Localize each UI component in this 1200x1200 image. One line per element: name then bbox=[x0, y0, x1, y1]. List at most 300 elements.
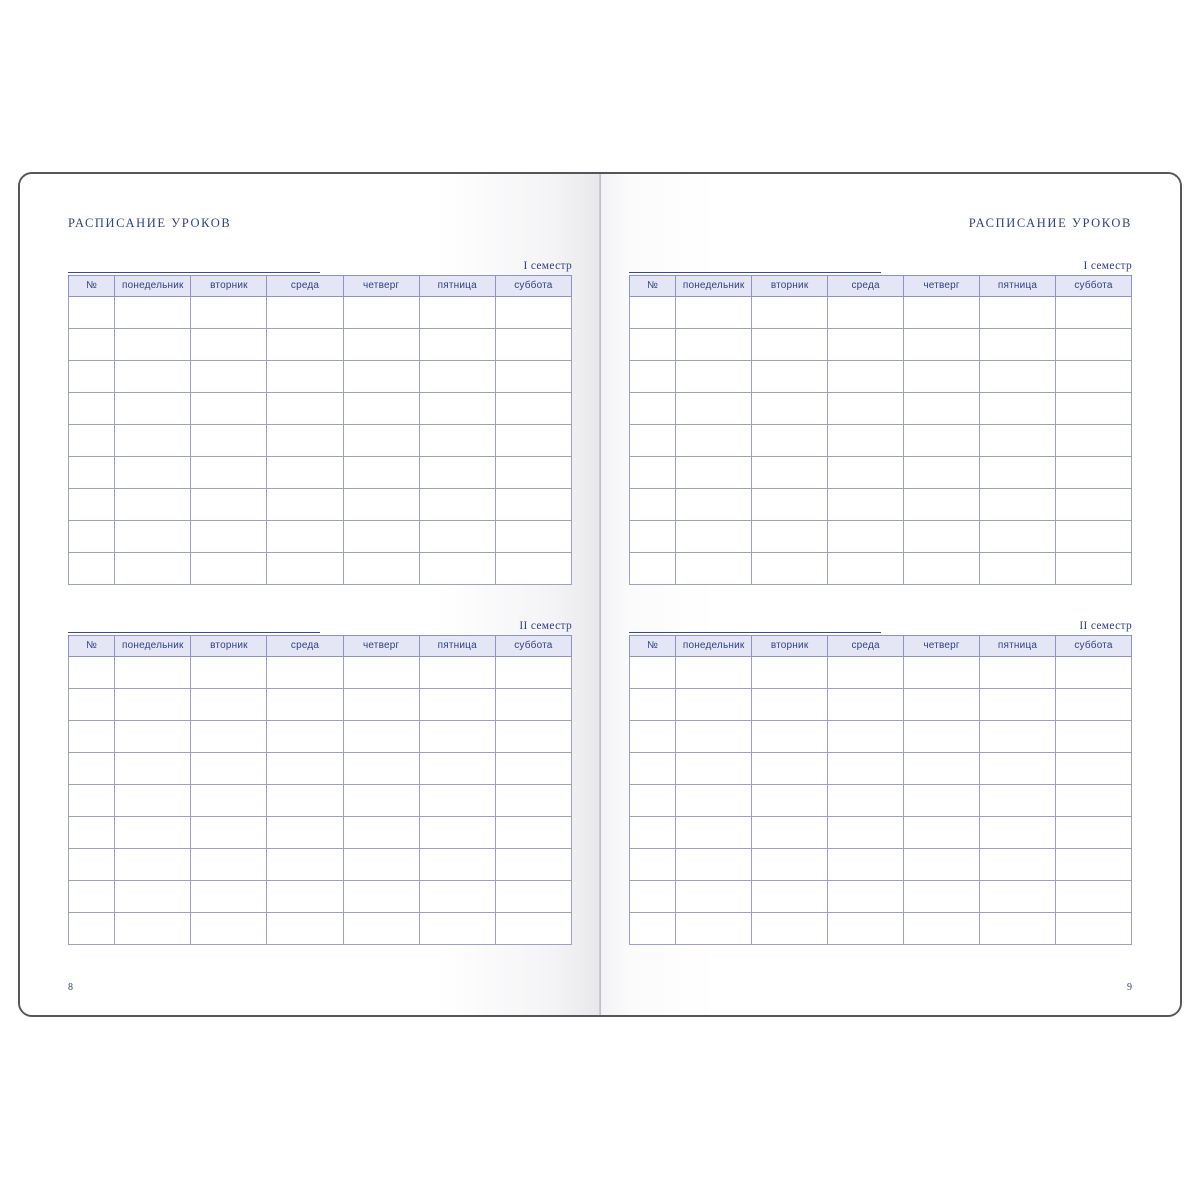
cell-friday[interactable] bbox=[419, 425, 495, 457]
cell-thursday[interactable] bbox=[343, 361, 419, 393]
cell-number[interactable] bbox=[630, 817, 676, 849]
cell-friday[interactable] bbox=[980, 457, 1056, 489]
cell-wednesday[interactable] bbox=[267, 785, 343, 817]
cell-saturday[interactable] bbox=[495, 297, 571, 329]
cell-tuesday[interactable] bbox=[752, 457, 828, 489]
cell-thursday[interactable] bbox=[343, 785, 419, 817]
cell-tuesday[interactable] bbox=[752, 361, 828, 393]
cell-monday[interactable] bbox=[676, 849, 752, 881]
cell-monday[interactable] bbox=[676, 753, 752, 785]
cell-thursday[interactable] bbox=[904, 657, 980, 689]
table-row bbox=[69, 849, 572, 881]
cell-number[interactable] bbox=[69, 817, 115, 849]
cell-tuesday[interactable] bbox=[752, 489, 828, 521]
cell-thursday[interactable] bbox=[343, 913, 419, 945]
cell-thursday[interactable] bbox=[904, 689, 980, 721]
cell-saturday[interactable] bbox=[1056, 297, 1132, 329]
cell-wednesday[interactable] bbox=[828, 393, 904, 425]
cell-saturday[interactable] bbox=[495, 425, 571, 457]
cell-saturday[interactable] bbox=[1056, 785, 1132, 817]
column-header-friday: пятница bbox=[980, 636, 1056, 657]
cell-tuesday[interactable] bbox=[191, 721, 267, 753]
cell-thursday[interactable] bbox=[343, 329, 419, 361]
cell-thursday[interactable] bbox=[904, 849, 980, 881]
cell-number[interactable] bbox=[630, 297, 676, 329]
semester-label: II семестр bbox=[1079, 620, 1132, 632]
cell-wednesday[interactable] bbox=[828, 817, 904, 849]
cell-monday[interactable] bbox=[115, 425, 191, 457]
cell-friday[interactable] bbox=[419, 881, 495, 913]
cell-monday[interactable] bbox=[676, 521, 752, 553]
cell-saturday[interactable] bbox=[1056, 521, 1132, 553]
cell-wednesday[interactable] bbox=[267, 753, 343, 785]
cell-number[interactable] bbox=[630, 721, 676, 753]
cell-wednesday[interactable] bbox=[267, 817, 343, 849]
cell-saturday[interactable] bbox=[495, 913, 571, 945]
cell-wednesday[interactable] bbox=[828, 489, 904, 521]
table-row bbox=[69, 521, 572, 553]
cell-monday[interactable] bbox=[115, 689, 191, 721]
cell-thursday[interactable] bbox=[343, 393, 419, 425]
cell-thursday[interactable] bbox=[904, 721, 980, 753]
cell-saturday[interactable] bbox=[495, 329, 571, 361]
cell-number[interactable] bbox=[69, 849, 115, 881]
cell-number[interactable] bbox=[630, 361, 676, 393]
column-header-tuesday: вторник bbox=[752, 276, 828, 297]
column-header-friday: пятница bbox=[419, 276, 495, 297]
cell-wednesday[interactable] bbox=[267, 657, 343, 689]
cell-monday[interactable] bbox=[676, 329, 752, 361]
cell-number[interactable] bbox=[630, 849, 676, 881]
cell-friday[interactable] bbox=[980, 489, 1056, 521]
cell-friday[interactable] bbox=[980, 425, 1056, 457]
cell-tuesday[interactable] bbox=[191, 329, 267, 361]
cell-thursday[interactable] bbox=[343, 753, 419, 785]
cell-tuesday[interactable] bbox=[191, 817, 267, 849]
cell-monday[interactable] bbox=[676, 425, 752, 457]
column-header-monday: понедельник bbox=[115, 636, 191, 657]
cell-monday[interactable] bbox=[115, 881, 191, 913]
cell-monday[interactable] bbox=[676, 913, 752, 945]
cell-thursday[interactable] bbox=[343, 457, 419, 489]
cell-wednesday[interactable] bbox=[267, 425, 343, 457]
cell-friday[interactable] bbox=[419, 553, 495, 585]
cell-friday[interactable] bbox=[419, 689, 495, 721]
cell-saturday[interactable] bbox=[495, 881, 571, 913]
cell-thursday[interactable] bbox=[343, 849, 419, 881]
cell-tuesday[interactable] bbox=[752, 657, 828, 689]
cell-friday[interactable] bbox=[980, 785, 1056, 817]
cell-tuesday[interactable] bbox=[752, 689, 828, 721]
semester-label: II семестр bbox=[519, 620, 572, 632]
cell-thursday[interactable] bbox=[904, 489, 980, 521]
cell-thursday[interactable] bbox=[904, 329, 980, 361]
cell-friday[interactable] bbox=[419, 393, 495, 425]
cell-tuesday[interactable] bbox=[191, 361, 267, 393]
cell-tuesday[interactable] bbox=[191, 849, 267, 881]
cell-monday[interactable] bbox=[115, 657, 191, 689]
cell-friday[interactable] bbox=[980, 329, 1056, 361]
cell-number[interactable] bbox=[69, 881, 115, 913]
cell-number[interactable] bbox=[630, 329, 676, 361]
table-row bbox=[630, 817, 1132, 849]
table-row bbox=[630, 425, 1132, 457]
cell-tuesday[interactable] bbox=[752, 393, 828, 425]
cell-saturday[interactable] bbox=[1056, 553, 1132, 585]
cell-friday[interactable] bbox=[980, 817, 1056, 849]
cell-saturday[interactable] bbox=[495, 489, 571, 521]
cell-monday[interactable] bbox=[676, 657, 752, 689]
cell-number[interactable] bbox=[630, 657, 676, 689]
cell-monday[interactable] bbox=[676, 361, 752, 393]
cell-saturday[interactable] bbox=[1056, 881, 1132, 913]
cell-tuesday[interactable] bbox=[752, 553, 828, 585]
table-row bbox=[69, 721, 572, 753]
cell-thursday[interactable] bbox=[904, 913, 980, 945]
schedule-table-right-2 bbox=[629, 635, 1132, 945]
cell-saturday[interactable] bbox=[495, 785, 571, 817]
cell-tuesday[interactable] bbox=[191, 521, 267, 553]
schedule-block-left-semester-1 bbox=[68, 251, 572, 585]
cell-wednesday[interactable] bbox=[828, 521, 904, 553]
cell-tuesday[interactable] bbox=[191, 913, 267, 945]
cell-friday[interactable] bbox=[980, 753, 1056, 785]
cell-thursday[interactable] bbox=[904, 817, 980, 849]
cell-tuesday[interactable] bbox=[191, 689, 267, 721]
cell-wednesday[interactable] bbox=[267, 881, 343, 913]
schedule-table-left-1 bbox=[68, 275, 572, 585]
cell-number[interactable] bbox=[630, 521, 676, 553]
semester-label: I семестр bbox=[523, 260, 572, 272]
cell-friday[interactable] bbox=[419, 489, 495, 521]
write-in-rule[interactable] bbox=[68, 618, 320, 633]
cell-number[interactable] bbox=[69, 297, 115, 329]
cell-thursday[interactable] bbox=[343, 657, 419, 689]
cell-friday[interactable] bbox=[980, 849, 1056, 881]
cell-tuesday[interactable] bbox=[752, 817, 828, 849]
cell-saturday[interactable] bbox=[1056, 361, 1132, 393]
write-in-rule[interactable] bbox=[629, 618, 881, 633]
table-row bbox=[630, 721, 1132, 753]
table-row bbox=[630, 361, 1132, 393]
cell-saturday[interactable] bbox=[495, 393, 571, 425]
column-header-tuesday: вторник bbox=[752, 636, 828, 657]
cell-saturday[interactable] bbox=[495, 849, 571, 881]
cell-wednesday[interactable] bbox=[267, 553, 343, 585]
cell-monday[interactable] bbox=[115, 521, 191, 553]
table-row bbox=[69, 881, 572, 913]
cell-saturday[interactable] bbox=[495, 721, 571, 753]
cell-tuesday[interactable] bbox=[191, 297, 267, 329]
cell-number[interactable] bbox=[630, 913, 676, 945]
cell-number[interactable] bbox=[69, 329, 115, 361]
column-header-wednesday: среда bbox=[828, 276, 904, 297]
cell-saturday[interactable] bbox=[495, 817, 571, 849]
column-header-monday: понедельник bbox=[115, 276, 191, 297]
cell-wednesday[interactable] bbox=[828, 753, 904, 785]
cell-tuesday[interactable] bbox=[752, 297, 828, 329]
cell-monday[interactable] bbox=[115, 721, 191, 753]
left-page bbox=[20, 174, 600, 1015]
cell-wednesday[interactable] bbox=[828, 913, 904, 945]
semester-header-left-1 bbox=[68, 251, 572, 273]
cell-thursday[interactable] bbox=[904, 753, 980, 785]
cell-monday[interactable] bbox=[676, 457, 752, 489]
cell-thursday[interactable] bbox=[904, 881, 980, 913]
cell-monday[interactable] bbox=[115, 849, 191, 881]
table-row bbox=[630, 657, 1132, 689]
table-row bbox=[630, 881, 1132, 913]
table-header-row bbox=[630, 636, 1132, 657]
cell-friday[interactable] bbox=[419, 721, 495, 753]
table-row bbox=[69, 913, 572, 945]
cell-number[interactable] bbox=[69, 521, 115, 553]
cell-number[interactable] bbox=[69, 689, 115, 721]
cell-wednesday[interactable] bbox=[267, 329, 343, 361]
semester-header-left-2 bbox=[68, 611, 572, 633]
column-header-thursday: четверг bbox=[343, 276, 419, 297]
cell-number[interactable] bbox=[630, 689, 676, 721]
cell-tuesday[interactable] bbox=[191, 489, 267, 521]
cell-number[interactable] bbox=[630, 393, 676, 425]
table-row bbox=[69, 553, 572, 585]
cell-saturday[interactable] bbox=[1056, 753, 1132, 785]
cell-monday[interactable] bbox=[115, 297, 191, 329]
write-in-rule[interactable] bbox=[629, 258, 881, 273]
cell-monday[interactable] bbox=[676, 489, 752, 521]
cell-monday[interactable] bbox=[115, 785, 191, 817]
cell-thursday[interactable] bbox=[343, 521, 419, 553]
cell-thursday[interactable] bbox=[904, 785, 980, 817]
cell-number[interactable] bbox=[69, 425, 115, 457]
cell-thursday[interactable] bbox=[343, 689, 419, 721]
cell-thursday[interactable] bbox=[904, 393, 980, 425]
cell-saturday[interactable] bbox=[495, 657, 571, 689]
cell-friday[interactable] bbox=[980, 297, 1056, 329]
cell-friday[interactable] bbox=[980, 913, 1056, 945]
cell-monday[interactable] bbox=[115, 393, 191, 425]
cell-tuesday[interactable] bbox=[752, 913, 828, 945]
cell-thursday[interactable] bbox=[343, 297, 419, 329]
cell-wednesday[interactable] bbox=[828, 297, 904, 329]
cell-number[interactable] bbox=[630, 489, 676, 521]
cell-friday[interactable] bbox=[419, 785, 495, 817]
cell-thursday[interactable] bbox=[904, 521, 980, 553]
cell-tuesday[interactable] bbox=[752, 881, 828, 913]
cell-wednesday[interactable] bbox=[267, 689, 343, 721]
cell-saturday[interactable] bbox=[1056, 393, 1132, 425]
cell-wednesday[interactable] bbox=[828, 457, 904, 489]
cell-monday[interactable] bbox=[676, 689, 752, 721]
cell-tuesday[interactable] bbox=[191, 753, 267, 785]
cell-thursday[interactable] bbox=[904, 361, 980, 393]
cell-friday[interactable] bbox=[419, 753, 495, 785]
table-row bbox=[69, 457, 572, 489]
cell-number[interactable] bbox=[69, 657, 115, 689]
cell-monday[interactable] bbox=[676, 553, 752, 585]
cell-wednesday[interactable] bbox=[267, 489, 343, 521]
cell-tuesday[interactable] bbox=[752, 849, 828, 881]
cell-wednesday[interactable] bbox=[828, 689, 904, 721]
cell-wednesday[interactable] bbox=[828, 657, 904, 689]
cell-monday[interactable] bbox=[115, 361, 191, 393]
cell-friday[interactable] bbox=[980, 721, 1056, 753]
table-row bbox=[69, 817, 572, 849]
table-row bbox=[630, 297, 1132, 329]
cell-saturday[interactable] bbox=[1056, 913, 1132, 945]
cell-wednesday[interactable] bbox=[828, 881, 904, 913]
cell-friday[interactable] bbox=[980, 393, 1056, 425]
cell-thursday[interactable] bbox=[343, 881, 419, 913]
cell-monday[interactable] bbox=[676, 785, 752, 817]
cell-thursday[interactable] bbox=[343, 817, 419, 849]
cell-thursday[interactable] bbox=[343, 425, 419, 457]
cell-tuesday[interactable] bbox=[191, 881, 267, 913]
cell-number[interactable] bbox=[69, 457, 115, 489]
table-row bbox=[630, 689, 1132, 721]
cell-friday[interactable] bbox=[419, 849, 495, 881]
cell-number[interactable] bbox=[630, 553, 676, 585]
cell-friday[interactable] bbox=[419, 521, 495, 553]
cell-friday[interactable] bbox=[980, 881, 1056, 913]
write-in-rule[interactable] bbox=[68, 258, 320, 273]
cell-tuesday[interactable] bbox=[752, 753, 828, 785]
cell-monday[interactable] bbox=[115, 913, 191, 945]
table-row bbox=[630, 329, 1132, 361]
cell-friday[interactable] bbox=[419, 817, 495, 849]
cell-friday[interactable] bbox=[419, 913, 495, 945]
table-row bbox=[69, 489, 572, 521]
cell-tuesday[interactable] bbox=[191, 425, 267, 457]
cell-friday[interactable] bbox=[980, 657, 1056, 689]
cell-wednesday[interactable] bbox=[828, 849, 904, 881]
cell-saturday[interactable] bbox=[1056, 721, 1132, 753]
cell-wednesday[interactable] bbox=[267, 521, 343, 553]
cell-number[interactable] bbox=[69, 553, 115, 585]
cell-saturday[interactable] bbox=[495, 553, 571, 585]
table-row bbox=[69, 425, 572, 457]
cell-saturday[interactable] bbox=[495, 689, 571, 721]
cell-number[interactable] bbox=[69, 913, 115, 945]
cell-wednesday[interactable] bbox=[828, 329, 904, 361]
cell-wednesday[interactable] bbox=[828, 361, 904, 393]
cell-wednesday[interactable] bbox=[267, 361, 343, 393]
cell-friday[interactable] bbox=[419, 297, 495, 329]
cell-number[interactable] bbox=[69, 393, 115, 425]
cell-friday[interactable] bbox=[980, 689, 1056, 721]
cell-friday[interactable] bbox=[419, 457, 495, 489]
cell-monday[interactable] bbox=[115, 553, 191, 585]
cell-saturday[interactable] bbox=[1056, 817, 1132, 849]
cell-saturday[interactable] bbox=[495, 361, 571, 393]
cell-thursday[interactable] bbox=[343, 553, 419, 585]
cell-saturday[interactable] bbox=[1056, 425, 1132, 457]
cell-wednesday[interactable] bbox=[267, 721, 343, 753]
column-header-monday: понедельник bbox=[676, 636, 752, 657]
cell-wednesday[interactable] bbox=[267, 457, 343, 489]
cell-number[interactable] bbox=[69, 489, 115, 521]
cell-saturday[interactable] bbox=[1056, 849, 1132, 881]
cell-monday[interactable] bbox=[676, 881, 752, 913]
cell-monday[interactable] bbox=[115, 753, 191, 785]
cell-number[interactable] bbox=[69, 753, 115, 785]
cell-friday[interactable] bbox=[980, 361, 1056, 393]
cell-thursday[interactable] bbox=[904, 297, 980, 329]
cell-tuesday[interactable] bbox=[191, 393, 267, 425]
cell-monday[interactable] bbox=[676, 721, 752, 753]
cell-saturday[interactable] bbox=[495, 457, 571, 489]
cell-tuesday[interactable] bbox=[752, 721, 828, 753]
table-body bbox=[630, 297, 1132, 585]
cell-wednesday[interactable] bbox=[267, 849, 343, 881]
cell-tuesday[interactable] bbox=[752, 521, 828, 553]
cell-wednesday[interactable] bbox=[267, 913, 343, 945]
cell-monday[interactable] bbox=[115, 329, 191, 361]
cell-thursday[interactable] bbox=[343, 489, 419, 521]
cell-thursday[interactable] bbox=[343, 721, 419, 753]
cell-monday[interactable] bbox=[676, 297, 752, 329]
cell-wednesday[interactable] bbox=[267, 297, 343, 329]
cell-friday[interactable] bbox=[419, 329, 495, 361]
cell-wednesday[interactable] bbox=[267, 393, 343, 425]
cell-number[interactable] bbox=[69, 361, 115, 393]
cell-monday[interactable] bbox=[676, 817, 752, 849]
cell-tuesday[interactable] bbox=[191, 785, 267, 817]
cell-monday[interactable] bbox=[115, 817, 191, 849]
cell-wednesday[interactable] bbox=[828, 425, 904, 457]
cell-number[interactable] bbox=[69, 721, 115, 753]
cell-thursday[interactable] bbox=[904, 425, 980, 457]
cell-number[interactable] bbox=[630, 457, 676, 489]
table-row bbox=[69, 657, 572, 689]
cell-tuesday[interactable] bbox=[752, 785, 828, 817]
cell-thursday[interactable] bbox=[904, 457, 980, 489]
cell-tuesday[interactable] bbox=[191, 553, 267, 585]
cell-saturday[interactable] bbox=[495, 521, 571, 553]
cell-wednesday[interactable] bbox=[828, 553, 904, 585]
cell-number[interactable] bbox=[69, 785, 115, 817]
cell-saturday[interactable] bbox=[1056, 689, 1132, 721]
cell-tuesday[interactable] bbox=[191, 457, 267, 489]
cell-number[interactable] bbox=[630, 881, 676, 913]
cell-friday[interactable] bbox=[980, 521, 1056, 553]
cell-wednesday[interactable] bbox=[828, 785, 904, 817]
page-number-right: 9 bbox=[1127, 982, 1132, 993]
cell-tuesday[interactable] bbox=[752, 329, 828, 361]
cell-friday[interactable] bbox=[419, 361, 495, 393]
cell-thursday[interactable] bbox=[904, 553, 980, 585]
cell-tuesday[interactable] bbox=[752, 425, 828, 457]
table-row bbox=[630, 849, 1132, 881]
cell-number[interactable] bbox=[630, 753, 676, 785]
cell-monday[interactable] bbox=[115, 457, 191, 489]
cell-number[interactable] bbox=[630, 425, 676, 457]
cell-tuesday[interactable] bbox=[191, 657, 267, 689]
cell-wednesday[interactable] bbox=[828, 721, 904, 753]
table-body bbox=[69, 657, 572, 945]
cell-monday[interactable] bbox=[676, 393, 752, 425]
cell-monday[interactable] bbox=[115, 489, 191, 521]
cell-number[interactable] bbox=[630, 785, 676, 817]
table-header-row bbox=[69, 276, 572, 297]
cell-saturday[interactable] bbox=[1056, 489, 1132, 521]
cell-saturday[interactable] bbox=[1056, 329, 1132, 361]
cell-friday[interactable] bbox=[419, 657, 495, 689]
cell-saturday[interactable] bbox=[1056, 457, 1132, 489]
cell-saturday[interactable] bbox=[495, 753, 571, 785]
cell-friday[interactable] bbox=[980, 553, 1056, 585]
cell-saturday[interactable] bbox=[1056, 657, 1132, 689]
